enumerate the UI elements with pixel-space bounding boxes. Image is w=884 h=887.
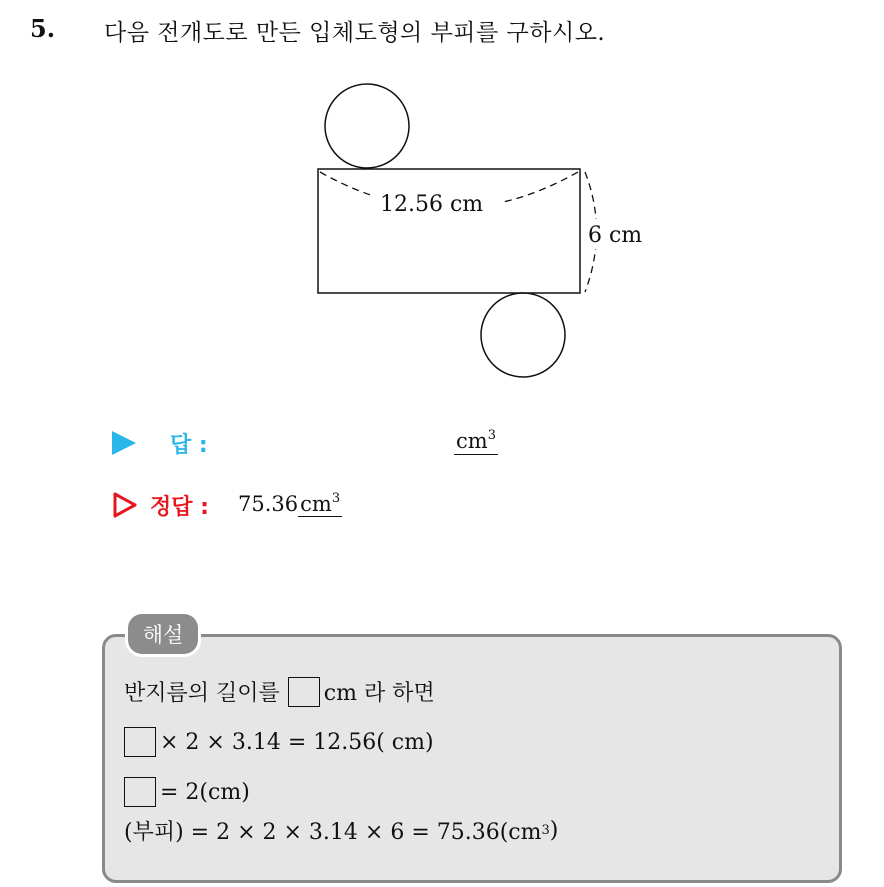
correct-label: 정답 : (150, 494, 209, 520)
side-rectangle (318, 169, 580, 293)
explanation-tag: 해설 (128, 614, 198, 654)
question-number: 5. (30, 14, 56, 43)
correct-value: $75.36cm^3$ (238, 491, 341, 516)
blank-box (288, 677, 320, 707)
explanation-line-3: = 2(cm) (124, 777, 250, 807)
cylinder-net-diagram (0, 0, 884, 400)
explanation-line-4: (부피) = 2 × 2 × 3.14 × 6 = 75.36(cm 3 ) (124, 818, 559, 845)
play-triangle-filled-icon (112, 431, 136, 455)
answer-unit[interactable]: $cm^3$ (456, 428, 496, 453)
height-label: 6 cm (588, 223, 643, 248)
explanation-line-2: × 2 × 3.14 = 12.56( cm) (124, 727, 434, 757)
top-circle (325, 84, 409, 168)
blank-box (124, 777, 156, 807)
blank-box (124, 727, 156, 757)
correct-row (112, 488, 209, 522)
question-text: 다음 전개도로 만든 입체도형의 부피를 구하시오. (104, 20, 606, 46)
bottom-circle (481, 293, 565, 377)
explanation-line-1: 반지름의 길이를 cm 라 하면 (124, 676, 435, 707)
answer-row (112, 426, 208, 460)
length-label: 12.56 cm (380, 192, 484, 217)
answer-label: 답 : (170, 432, 208, 458)
play-triangle-outline-icon (112, 491, 138, 519)
